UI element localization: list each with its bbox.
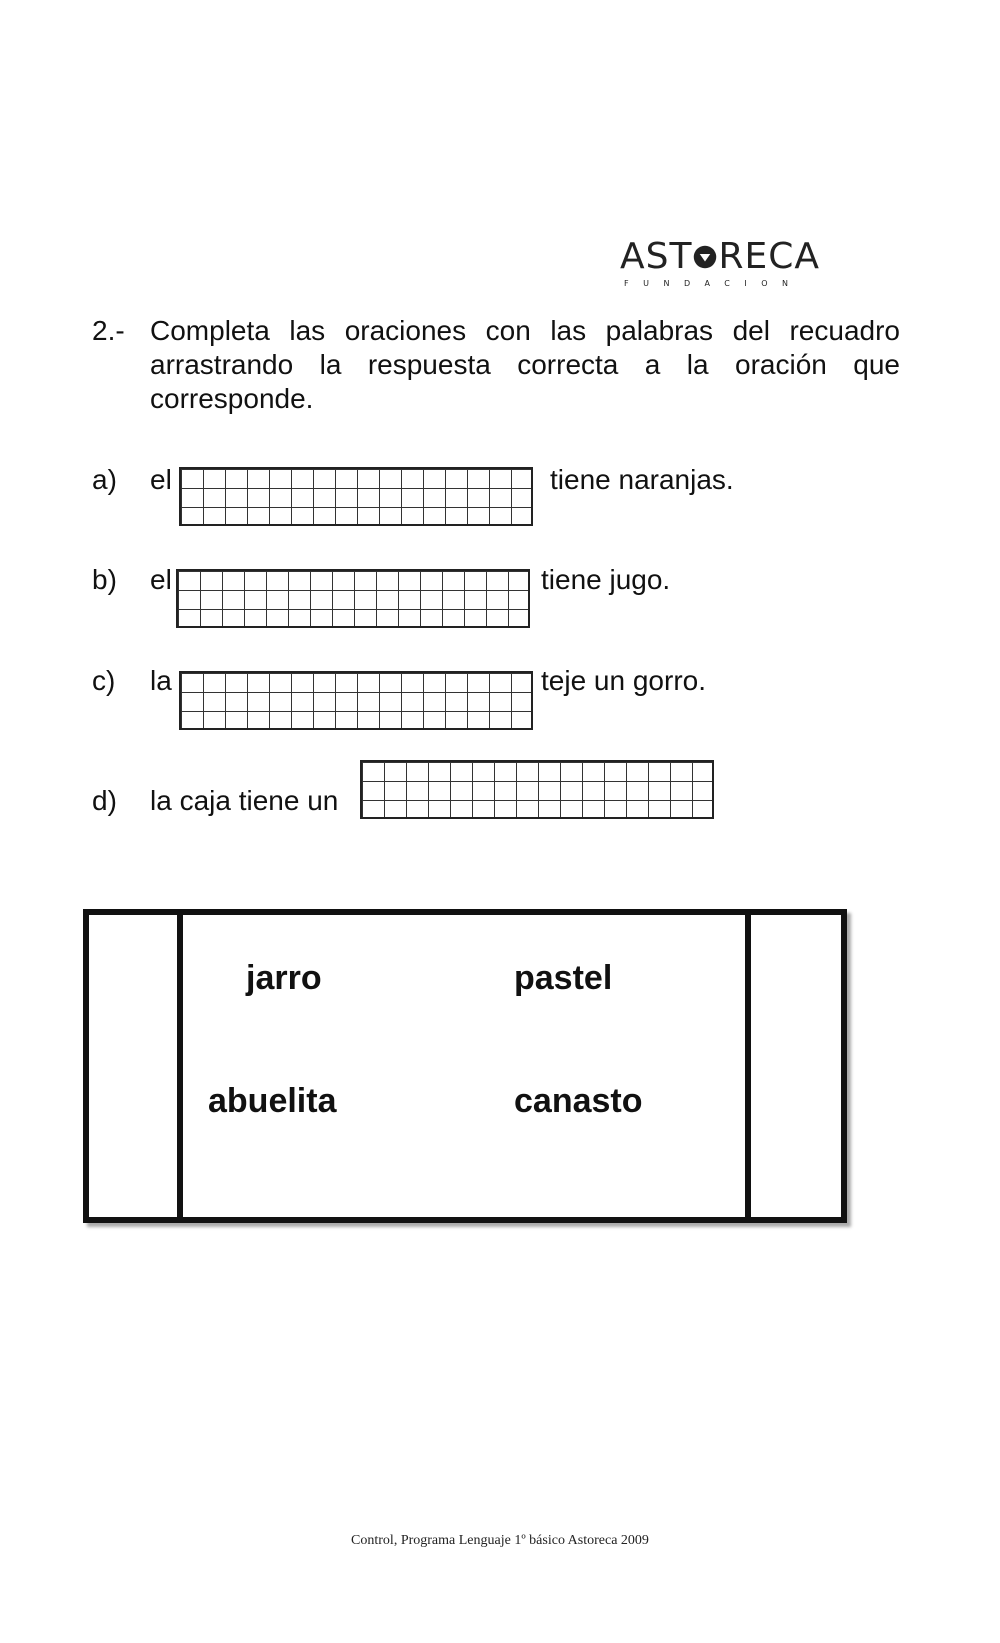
word-pastel[interactable]: pastel [514, 959, 613, 997]
logo-wordmark [620, 238, 820, 276]
word-canasto[interactable]: canasto [514, 1082, 643, 1120]
item-a-after: tiene naranjas. [550, 464, 734, 495]
item-d-before: la caja tiene un [150, 785, 339, 816]
item-a-answer-dropzone[interactable] [179, 467, 533, 526]
word-abuelita[interactable]: abuelita [208, 1082, 337, 1120]
item-d-answer-dropzone[interactable] [360, 760, 714, 819]
item-c-before: la [150, 665, 172, 696]
item-d-letter: d) [92, 785, 117, 816]
logo-text-right: RECA [718, 236, 820, 277]
item-b-answer-dropzone[interactable] [176, 569, 530, 628]
item-a-letter: a) [92, 464, 117, 495]
item-c-answer-dropzone[interactable] [179, 671, 533, 730]
word-jarro[interactable]: jarro [246, 959, 322, 997]
item-c-after: teje un gorro. [541, 665, 706, 696]
item-b-letter: b) [92, 564, 117, 595]
page-footer: Control, Programa Lenguaje 1º básico Astoreca 2009 [351, 1533, 649, 1548]
word-bank-box [83, 909, 847, 1223]
question-instruction: Completa las oraciones con las palabras del recuadro arrastrando la respuesta correcta a la oración que corresponde. [150, 315, 900, 414]
astoreca-logo [620, 238, 820, 288]
item-b-before: el [150, 564, 172, 595]
logo-subtitle: FUNDACION [624, 279, 803, 288]
item-c-letter: c) [92, 665, 116, 696]
logo-text-left: AST [620, 236, 693, 277]
logo-o-icon [693, 241, 717, 273]
item-a-before: el [150, 464, 172, 495]
item-b-after: tiene jugo. [541, 564, 671, 595]
question-number: 2.- [92, 315, 125, 346]
